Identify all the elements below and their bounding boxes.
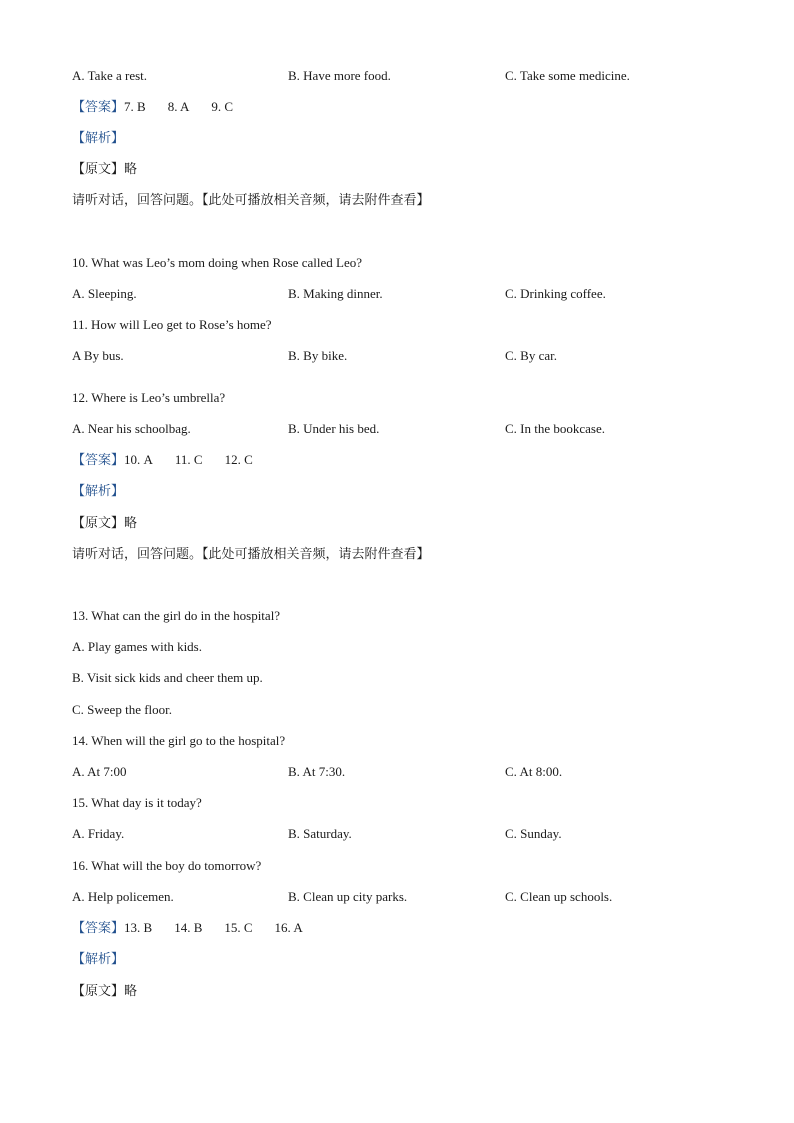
answer-10: 10. A (124, 452, 153, 467)
q11-question (72, 315, 762, 335)
answer-row-7-9 (72, 97, 762, 117)
answer-8: 8. A (167, 99, 190, 114)
q12-options-row (72, 419, 762, 439)
analysis-row-13-16 (72, 949, 762, 969)
answer-12: 12. C (224, 452, 253, 467)
q13-option-c: C. Sweep the floor. (72, 702, 173, 717)
q15-options-row (72, 824, 762, 844)
q14-option-b: B. At 7:30. (288, 764, 346, 779)
analysis-label: 【解析】 (72, 484, 125, 499)
q13-option-a-row (72, 637, 762, 657)
q15-question (72, 793, 762, 813)
answer-16: 16. A (274, 920, 303, 935)
instruction-1 (72, 190, 762, 210)
q16-options-row (72, 887, 762, 907)
original-row-13-16 (72, 981, 762, 1001)
q13-option-c-row (72, 700, 762, 720)
answer-row-13-16 (72, 918, 762, 938)
q14-option-c: C. At 8:00. (505, 764, 563, 779)
instruction-text: 请听对话，回答问题。【此处可播放相关音频，请去附件查看】 (72, 193, 430, 208)
q14-option-a: A. At 7:00 (72, 764, 127, 779)
q9-option-a: A. Take a rest. (72, 68, 148, 83)
q10-question (72, 253, 762, 273)
original-value: 略 (124, 984, 138, 999)
q9-option-c: C. Take some medicine. (505, 68, 630, 83)
q13-option-b-row (72, 668, 762, 688)
original-label: 【原文】 (72, 984, 125, 999)
answer-label: 【答案】 (72, 453, 125, 468)
q15-option-b: B. Saturday. (288, 826, 352, 841)
answer-label: 【答案】 (72, 100, 125, 115)
analysis-label: 【解析】 (72, 952, 125, 967)
q15-option-c: C. Sunday. (505, 826, 562, 841)
q10-question-text: 10. What was Leo’s mom doing when Rose called Leo? (72, 255, 363, 270)
q13-option-a: A. Play games with kids. (72, 639, 202, 654)
q9-options-row (72, 66, 762, 86)
q16-option-a: A. Help policemen. (72, 889, 174, 904)
answer-13: 13. B (124, 920, 153, 935)
q12-option-c: C. In the bookcase. (505, 421, 606, 436)
answer-14: 14. B (174, 920, 203, 935)
original-label: 【原文】 (72, 516, 125, 531)
q16-option-c: C. Clean up schools. (505, 889, 613, 904)
instruction-2 (72, 544, 762, 564)
q11-options-row (72, 346, 762, 366)
q10-options-row (72, 284, 762, 304)
q11-option-c: C. By car. (505, 348, 557, 363)
original-value: 略 (124, 162, 138, 177)
analysis-row-10-12 (72, 481, 762, 501)
answer-row-10-12 (72, 450, 762, 470)
original-label: 【原文】 (72, 162, 125, 177)
q14-question-text: 14. When will the girl go to the hospital? (72, 733, 286, 748)
q11-option-a: A By bus. (72, 348, 124, 363)
q12-option-b: B. Under his bed. (288, 421, 380, 436)
q10-option-b: B. Making dinner. (288, 286, 383, 301)
q10-option-a: A. Sleeping. (72, 286, 137, 301)
q16-question (72, 856, 762, 876)
q16-question-text: 16. What will the boy do tomorrow? (72, 858, 262, 873)
q12-option-a: A. Near his schoolbag. (72, 421, 191, 436)
q13-question (72, 606, 762, 626)
answer-15: 15. C (224, 920, 253, 935)
q13-question-text: 13. What can the girl do in the hospital? (72, 608, 281, 623)
original-row-10-12 (72, 513, 762, 533)
q15-question-text: 15. What day is it today? (72, 795, 202, 810)
instruction-text: 请听对话，回答问题。【此处可播放相关音频，请去附件查看】 (72, 547, 430, 562)
q10-option-c: C. Drinking coffee. (505, 286, 606, 301)
answer-11: 11. C (174, 452, 203, 467)
answer-label: 【答案】 (72, 921, 125, 936)
answer-9: 9. C (211, 99, 234, 114)
q11-option-b: B. By bike. (288, 348, 348, 363)
q15-option-a: A. Friday. (72, 826, 125, 841)
q11-question-text: 11. How will Leo get to Rose’s home? (72, 317, 272, 332)
q12-question-text: 12. Where is Leo’s umbrella? (72, 390, 226, 405)
analysis-label: 【解析】 (72, 131, 125, 146)
q12-question (72, 388, 762, 408)
q16-option-b: B. Clean up city parks. (288, 889, 408, 904)
q14-options-row (72, 762, 762, 782)
q14-question (72, 731, 762, 751)
q9-option-b: B. Have more food. (288, 68, 391, 83)
analysis-row-7-9 (72, 128, 762, 148)
answer-7: 7. B (124, 99, 146, 114)
q13-option-b: B. Visit sick kids and cheer them up. (72, 670, 263, 685)
original-value: 略 (124, 516, 138, 531)
original-row-7-9 (72, 159, 762, 179)
